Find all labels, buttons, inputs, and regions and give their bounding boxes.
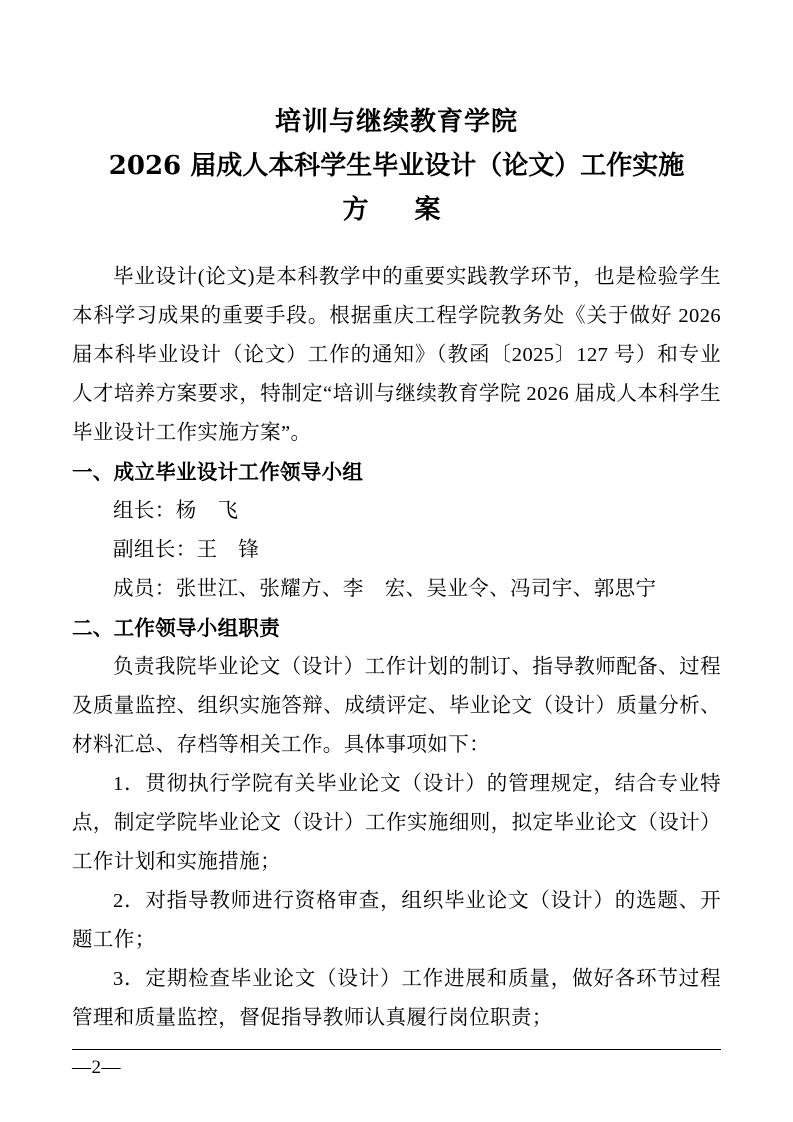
section-1-item-3: 成员：张世江、张耀方、李 宏、吴业令、冯司宇、郭思宁 xyxy=(113,578,657,600)
section-1-item-2: 副组长：王 锋 xyxy=(113,539,260,561)
title-line-3: 方 案 xyxy=(342,195,451,225)
document-title-block xyxy=(72,100,721,232)
section-2-item-4: 3．定期检查毕业论文（设计）工作进展和质量，做好各环节过程管理和质量监控，督促指导教师认真履行岗位职责； xyxy=(72,968,721,1029)
section-heading-1: 一、成立毕业设计工作领导小组 xyxy=(72,460,364,484)
title-line-1: 培训与继续教育学院 xyxy=(274,107,518,137)
page-number: —2— xyxy=(72,1057,121,1078)
title-line-2: 2026 届成人本科学生毕业设计（论文）工作实施 xyxy=(108,151,685,181)
section-2-item-1: 负责我院毕业论文（设计）工作计划的制订、指导教师配备、过程及质量监控、组织实施答辩、成绩评定、毕业论文（设计）质量分析、材料汇总、存档等相关工作。具体事项如下： xyxy=(72,656,721,756)
section-1-item-1: 组长：杨 飞 xyxy=(113,500,239,522)
section-2-item-3: 2．对指导教师进行资格审查，组织毕业论文（设计）的选题、开题工作； xyxy=(72,890,721,951)
intro-paragraph: 毕业设计(论文)是本科教学中的重要实践教学环节，也是检验学生本科学习成果的重要手段。根据重庆工程学院教务处《关于做好 2026 届本科毕业设计（论文）工作的通知》（教函〔2025〕127 号）和专业人才培养方案要求，特制定“培训与继续教育学院 2026 届成人本科学生毕业设计工作实施方案”。 xyxy=(72,266,721,444)
page-footer xyxy=(72,1049,721,1080)
section-2-item-2: 1．贯彻执行学院有关毕业论文（设计）的管理规定，结合专业特点，制定学院毕业论文（设计）工作实施细则，拟定毕业论文（设计）工作计划和实施措施； xyxy=(72,773,721,873)
section-heading-2: 二、工作领导小组职责 xyxy=(72,616,280,640)
